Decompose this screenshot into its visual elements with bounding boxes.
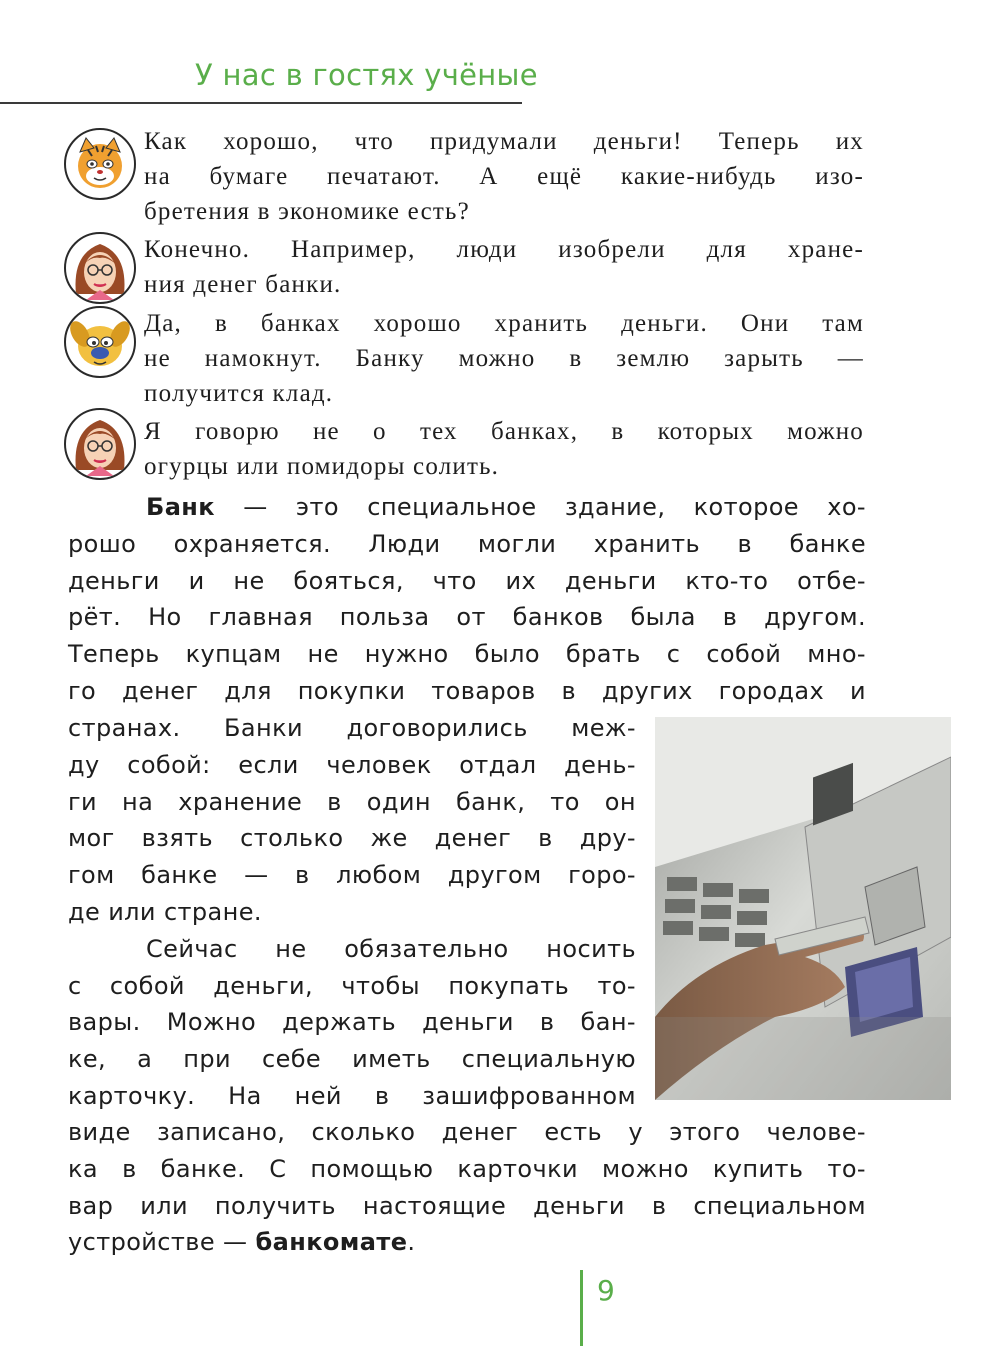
body-line: ке, а при себе иметь специальную [68,1045,636,1074]
title-underline [0,102,522,104]
page-number-rule [580,1270,583,1346]
body-line [68,1224,866,1261]
dialog-line: на бумаге печатают. А ещё какие-нибудь изо- [144,163,864,190]
body-line: вар или получить настоящие деньги в специальном [68,1191,866,1220]
body-line: рёт. Но главная польза от банков была в другом. [68,603,866,632]
body-line: гом банке — в любом другом горо- [68,861,636,890]
body-line: деньги и не бояться, что их деньги кто-то отбе- [68,566,866,595]
scientist-woman-icon [64,408,136,480]
body-line: с собой деньги, чтобы покупать то- [68,971,636,1000]
dialog-line: Конечно. Например, люди изобрели для хране- [144,236,864,263]
dialog-line: не намокнут. Банку можно в землю зарыть — [144,345,864,372]
dialog-line: получится клад. [144,380,334,407]
term-atm: банкомате [255,1228,408,1257]
body-line: виде записано, сколько денег есть у этого челове- [68,1118,866,1146]
body-line: мог взять столько же денег в дру- [68,824,636,853]
dialog-line: огурцы или помидоры солить. [144,453,500,480]
paragraph-card [68,1114,866,1261]
puppy-icon [64,306,136,378]
tiger-cub-icon [64,128,136,200]
paragraph-bank-narrow [68,710,636,1115]
body-line: вары. Можно держать деньги в бан- [68,1008,636,1037]
body-line: ду собой: если человек отдал день- [68,750,636,779]
page-number: 9 [597,1274,615,1307]
body-line: ги на хранение в один банк, то он [68,787,636,816]
scientist-woman-icon [64,232,136,304]
paragraph-bank [68,489,866,710]
body-line: ка в банке. С помощью карточки можно купить то- [68,1154,866,1183]
body-line: странах. Банки договорились меж- [68,714,636,742]
body-line: де или стране. [68,897,262,926]
atm-photo [655,717,951,1100]
body-line: карточку. На ней в зашифрованном [68,1081,636,1110]
dialog-line: Я говорю не о тех банках, в которых можно [144,418,864,445]
dialog-line: ния денег банки. [144,271,342,298]
body-line [68,489,866,526]
body-text: устройстве — [68,1228,248,1257]
dialog-line: бретения в экономике есть? [144,198,470,225]
body-line: Теперь купцам не нужно было брать с собой мно- [68,640,866,669]
body-text: — это специальное здание, которое хо- [243,493,866,521]
term-bank: Банк [146,493,215,521]
body-line: рошо охраняется. Люди могли хранить в банке [68,529,866,558]
body-text: . [407,1228,416,1257]
body-line: Сейчас не обязательно носить [146,934,636,963]
body-line: го денег для покупки товаров в других городах и [68,676,866,705]
dialog-line: Как хорошо, что придумали деньги! Теперь их [144,128,864,155]
section-title: У нас в гостях учёные [195,58,538,92]
dialog-line: Да, в банках хорошо хранить деньги. Они там [144,310,864,337]
